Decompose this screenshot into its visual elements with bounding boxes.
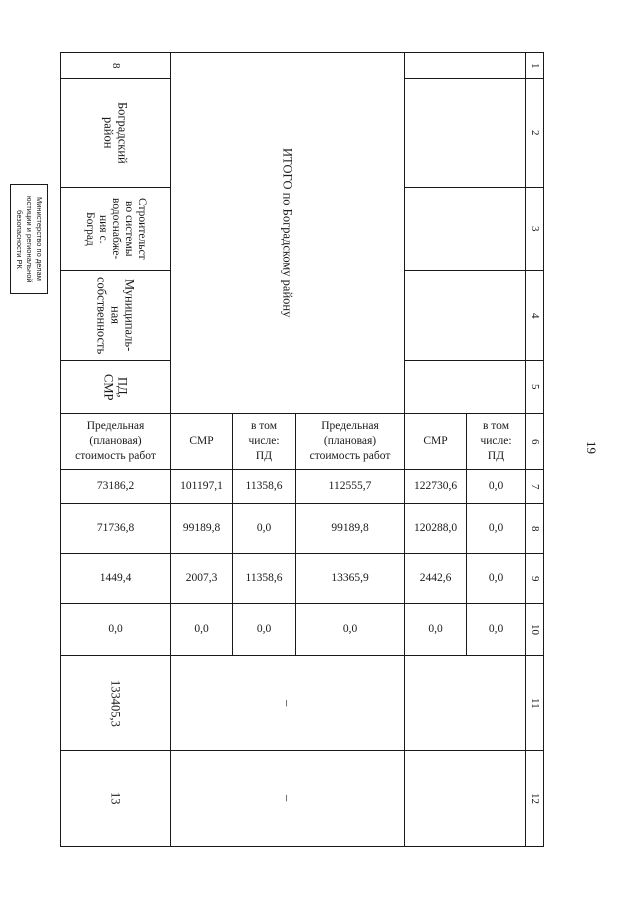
cell-text-line: числе: [480,435,512,447]
cell-text-line: Предельная [321,420,379,432]
total-label-cell [170,52,404,413]
page-number: 19 [584,441,599,454]
column-number-cell [525,603,543,655]
subheader-text [480,419,511,464]
data-cell [60,750,170,846]
data-cell: 0,0 [295,603,404,655]
subheader-text [423,434,447,449]
cell-text-line: (плановая) [323,435,377,447]
data-cell: 0,0 [170,603,232,655]
dash-value: – [280,699,295,707]
empty-cell [404,655,525,750]
column-number-cell [525,503,543,553]
column-number: 4 [529,312,541,319]
merged-dash-cell [170,655,404,750]
data-cell: 101197,1 [170,469,232,503]
doc-type-text [102,374,130,400]
column-number-cell [525,52,543,78]
column-number: 5 [529,384,541,390]
cell-text-line: Строительст [136,198,148,260]
data-cell: 0,0 [466,503,525,553]
subheader-cell [404,413,466,469]
data-cell: 1449,4 [60,553,170,603]
column-number: 2 [529,130,541,136]
column-number: 1 [529,62,541,69]
data-cell: 0,0 [232,503,295,553]
column-number: 7 [529,483,541,490]
empty-cell [404,52,525,78]
cell-text-line: ная [108,306,123,325]
data-cell [60,655,170,750]
subheader-text [248,419,279,464]
cell-text-line: ПД, [115,376,130,398]
header-row-number: 8 [110,62,122,69]
cell-text-line: Муниципаль- [122,279,137,352]
empty-cell [404,750,525,846]
column-number: 3 [529,226,541,232]
column-number: 6 [529,438,541,445]
column-number: 11 [529,697,541,709]
cell-text-line: СМР [423,435,448,447]
stamp-line: юстиции и региональной [25,195,34,283]
column-number-cell [525,78,543,187]
data-cell: 0,0 [466,603,525,655]
rotated-value: 13 [108,792,123,805]
data-cell: 0,0 [466,469,525,503]
cell-text-line: СМР [189,435,214,447]
subheader-cell [232,413,295,469]
registration-stamp [10,184,48,294]
cell-text-line: район [101,117,116,149]
cell-text-line: в том [483,420,509,432]
cell-text-line: собственность [94,276,109,355]
cell-text-line: ПД [487,450,505,462]
column-number-cell [525,270,543,360]
stamp-line: безопасности РК [15,209,24,269]
column-number-cell [525,360,543,413]
data-cell: 2442,6 [404,553,466,603]
cell-text-line: ПД [255,450,273,462]
column-number: 8 [529,525,541,532]
object-text [83,198,148,260]
dash-value: – [280,795,295,802]
subheader-text [75,419,156,464]
total-label: ИТОГО по Боградскому району [280,148,295,318]
subheader-cell [60,413,170,469]
cell-text-line: стоимость работ [75,450,156,462]
data-cell: 71736,8 [60,503,170,553]
district-text [102,102,130,164]
column-number-cell [525,655,543,750]
stamp-line: Министерство по делам [35,197,44,281]
district-cell [60,78,170,187]
data-cell: 2007,3 [170,553,232,603]
data-cell: 112555,7 [295,469,404,503]
data-cell: 122730,6 [404,469,466,503]
empty-cell [404,360,525,413]
ownership-text [95,277,137,354]
column-number: 9 [529,575,541,582]
empty-cell [404,270,525,360]
data-cell: 0,0 [404,603,466,655]
data-cell: 99189,8 [170,503,232,553]
cell-text-line: Предельная [86,420,145,432]
subheader-text [310,419,391,464]
data-cell: 0,0 [60,603,170,655]
cell-text-line: стоимость работ [309,450,391,462]
merged-dash-cell [170,750,404,846]
cell-text-line: СМР [101,373,116,401]
cell-text-line: водоснабже- [110,198,122,260]
subheader-cell [295,413,404,469]
rotated-value: 133405,3 [108,679,123,727]
cell-text-line: Боградский [115,102,130,164]
data-cell: 0,0 [466,553,525,603]
data-cell: 11358,6 [232,553,295,603]
column-number-cell [525,553,543,603]
stamp-text [14,196,44,283]
cell-text-line: во системы [123,201,135,257]
empty-cell [404,187,525,270]
data-cell: 99189,8 [295,503,404,553]
cell-text-line: Боград [84,212,96,246]
cell-text-line: в том [251,420,277,432]
subheader-cell [466,413,525,469]
empty-cell [404,78,525,187]
doc-type-cell [60,360,170,413]
data-cell: 73186,2 [60,469,170,503]
data-cell: 120288,0 [404,503,466,553]
column-number-cell [525,413,543,469]
column-number-cell [525,187,543,270]
header-row-number-cell [60,52,170,78]
subheader-text [189,434,213,449]
data-cell: 11358,6 [232,469,295,503]
object-cell [60,187,170,270]
cell-text-line: ния с. [97,214,109,244]
data-cell: 0,0 [232,603,295,655]
column-number-cell [525,750,543,846]
column-number: 12 [529,793,541,804]
subheader-cell [170,413,232,469]
column-number: 10 [529,624,541,635]
cost-table [60,52,544,847]
column-number-cell [525,469,543,503]
cell-text-line: (плановая) [89,435,142,447]
ownership-cell [60,270,170,360]
cell-text-line: числе: [248,435,280,447]
data-cell: 13365,9 [295,553,404,603]
